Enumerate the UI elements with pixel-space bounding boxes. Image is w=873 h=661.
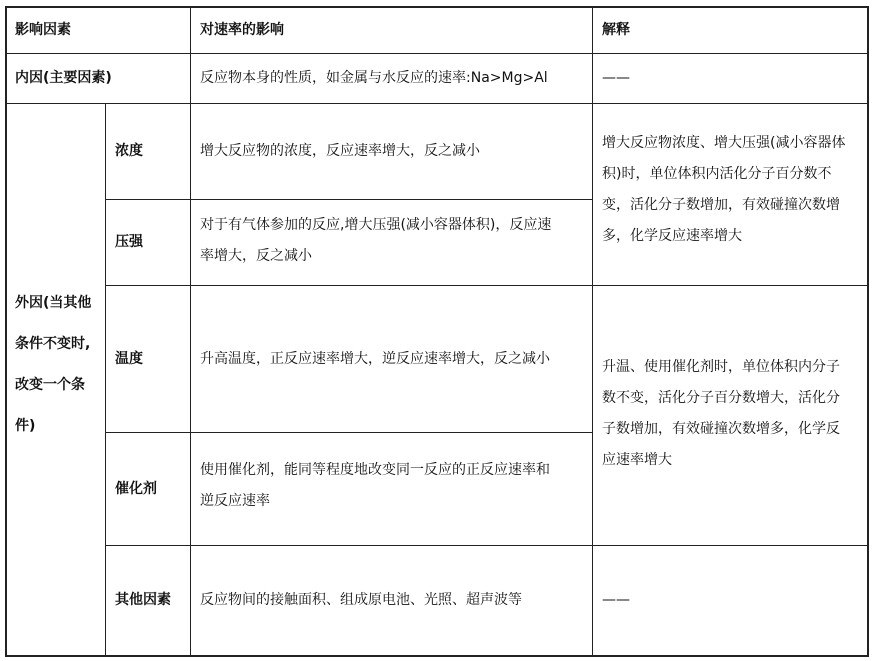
others-explanation: —— [602, 592, 630, 608]
pressure-effect-line: 率增大，反之减小 [200, 248, 312, 264]
external-label-line: 外因(当其他 [15, 295, 92, 311]
concentration-effect: 增大反应物的浓度，反应速率增大，反之减小 [200, 143, 480, 159]
header-explanation: 解释 [602, 21, 630, 38]
explanation-line: 数不变，活化分子百分数增大，活化分 [602, 390, 840, 406]
explanation-line: 应速率增大 [602, 452, 672, 468]
rule-explanation-col [592, 6, 593, 656]
catalyst-effect [200, 455, 550, 517]
concentration-name: 浓度 [115, 143, 143, 159]
catalyst-effect-line: 使用催化剂，能同等程度地改变同一反应的正反应速率和 [200, 462, 550, 478]
header-factor: 影响因素 [15, 21, 71, 38]
external-label [15, 283, 91, 447]
explanation-line: 多，化学反应速率增大 [602, 228, 742, 244]
rule-right [867, 6, 869, 657]
others-name: 其他因素 [115, 592, 171, 608]
external-label-line: 件) [15, 418, 36, 434]
explanation-line: 积)时，单位体积内活化分子百分数不 [602, 166, 832, 182]
pressure-name: 压强 [115, 234, 143, 250]
rule-top [5, 6, 869, 8]
internal-effect: 反应物本身的性质，如金属与水反应的速率:Na>Mg>Al [200, 70, 548, 86]
rule-subcol [105, 103, 106, 656]
rule-temperature-bottom [105, 432, 593, 433]
internal-explanation: —— [602, 70, 630, 86]
rule-effect-col [190, 6, 191, 656]
rule-concentration-bottom [105, 199, 593, 200]
explanation-line: 升温、使用催化剂时，单位体积内分子 [602, 359, 840, 375]
explanation-line: 增大反应物浓度、增大压强(减小容器体 [602, 135, 846, 151]
pressure-effect [200, 210, 551, 272]
temperature-effect: 升高温度，正反应速率增大，逆反应速率增大，反之减小 [200, 350, 550, 367]
rule-left [5, 6, 7, 657]
external-label-line: 改变一个条 [15, 377, 85, 393]
pressure-effect-line: 对于有气体参加的反应,增大压强(减小容器体积)，反应速 [200, 217, 552, 233]
catalyst-effect-line: 逆反应速率 [200, 493, 270, 509]
external-label-line: 条件不变时, [15, 336, 91, 352]
others-effect: 反应物间的接触面积、组成原电池、光照、超声波等 [200, 592, 522, 608]
catalyst-name: 催化剂 [115, 480, 157, 497]
internal-label: 内因(主要因素) [15, 70, 112, 86]
explanation-concentration-pressure [602, 128, 845, 252]
rule-bottom [5, 655, 869, 657]
explanation-line: 子数增加，有效碰撞次数增多，化学反 [602, 421, 840, 437]
temperature-name: 温度 [115, 350, 143, 367]
explanation-temperature-catalyst [602, 352, 840, 476]
explanation-line: 变，活化分子数增加，有效碰撞次数增 [602, 197, 840, 213]
header-effect: 对速率的影响 [200, 21, 284, 38]
